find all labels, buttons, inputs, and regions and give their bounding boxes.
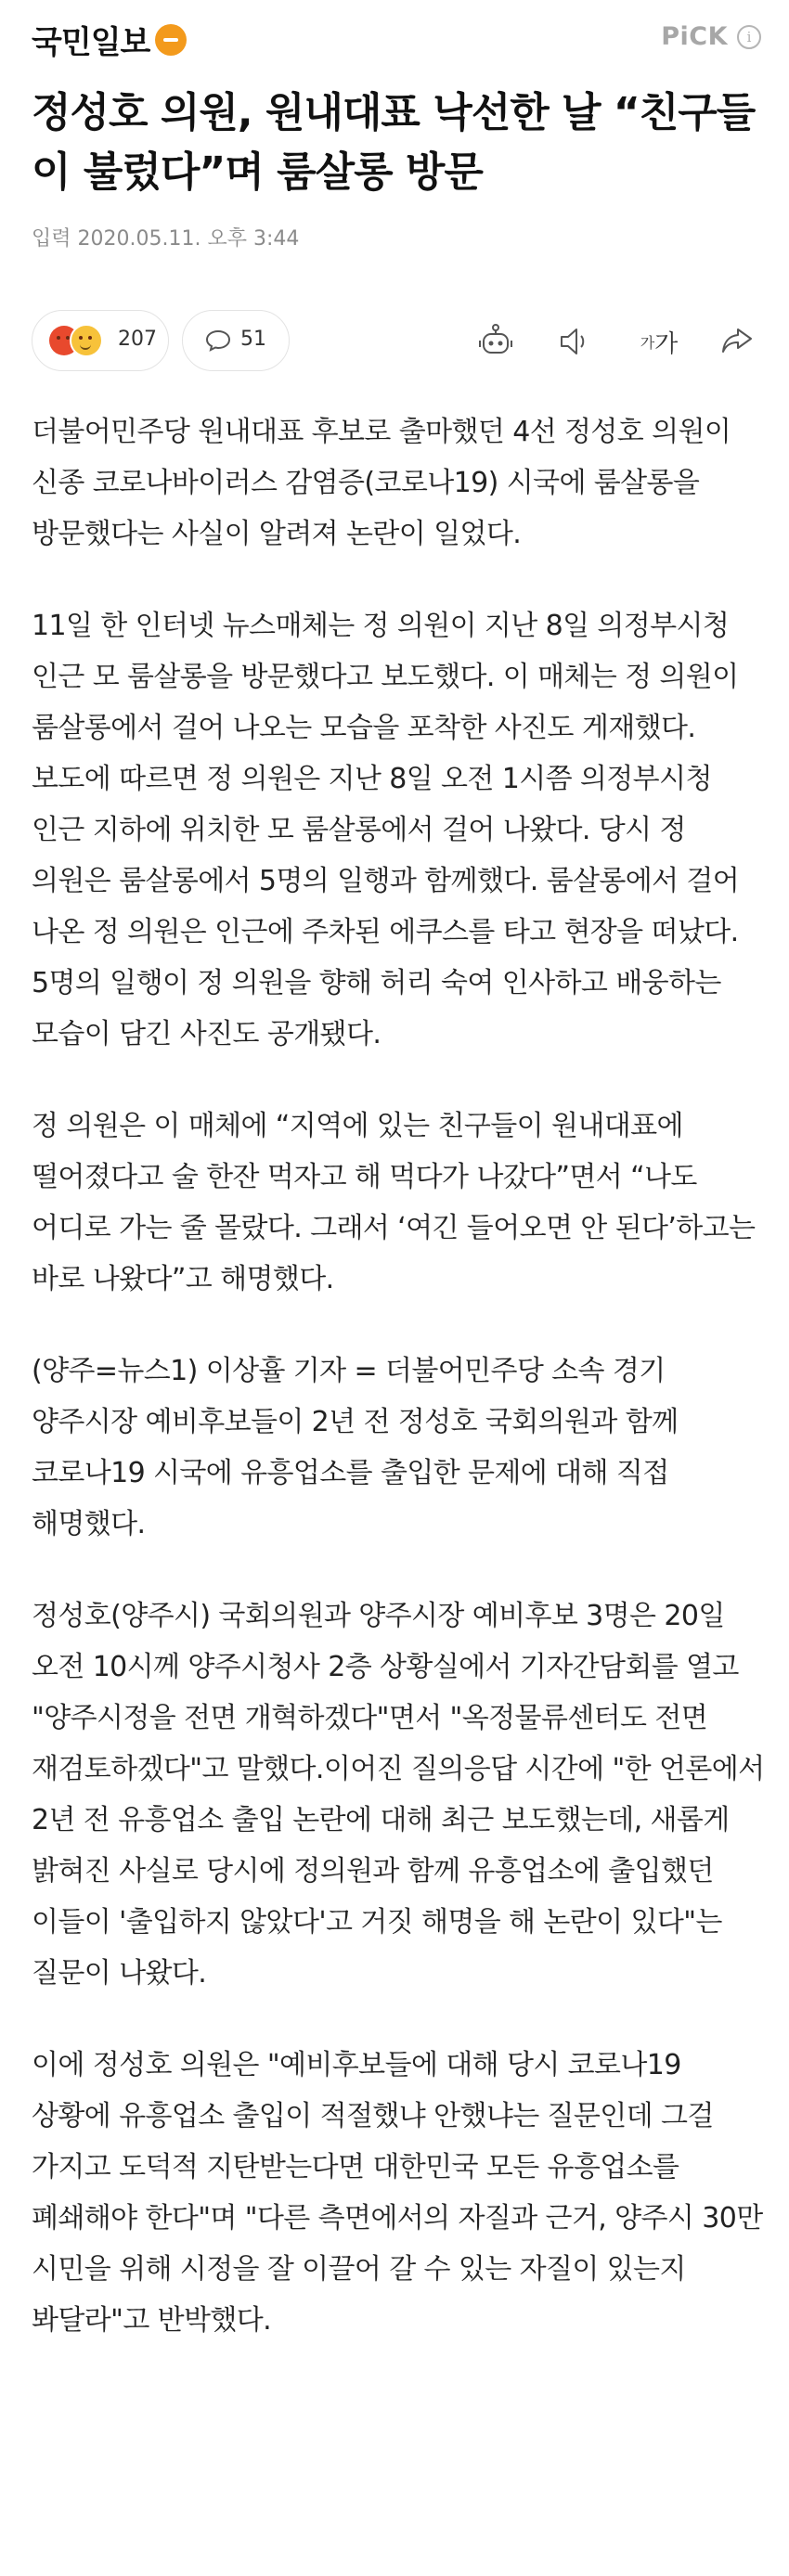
pick-badge[interactable] xyxy=(661,22,761,51)
font-small-label: 가 xyxy=(640,333,655,352)
article-headline: 정성호 의원, 원내대표 낙선한 날 “친구들이 불렀다”며 룸살롱 방문 xyxy=(32,89,756,196)
top-bar xyxy=(0,0,789,80)
text-to-speech-button[interactable] xyxy=(555,323,596,360)
article-paragraph: 정성호(양주시) 국회의원과 양주시장 예비후보 3명은 20일 오전 10시께 양주시청사 2층 상황실에서 기자간담회를 열고 "양주시정을 전면 개혁하겠다"면서 "옥정물류센터도 전면 재검토하겠다"고 말했다.이어진 질의응답 시간에 "한 언론에서 2년 전 유흥업소 출입 논란에 대해 최근 보도했는데, 새롭게 밝혀진 사실로 당시에 정의원과 함께 유흥업소에 출입했던 이들이 '출입하지 않았다'고 거짓 해명을 해 논란이 있다"는 질문이 나왔다. xyxy=(32,1600,765,1990)
comment-icon xyxy=(205,329,231,350)
summary-bot-button[interactable] xyxy=(475,323,516,360)
article-paragraph: 이에 정성호 의원은 "예비후보들에 대해 당시 코로나19 상황에 유흥업소 출입이 적절했냐 안했냐는 질문인데 그걸 가지고 도덕적 지탄받는다면 대한민국 모든 유흥업소를 폐쇄해야 한다"며 "다른 측면에서의 자질과 근거, 양주시 30만 시민을 위해 시정을 잘 이끌어 갈 수 있는 자질이 있는지 봐달라"고 반박했다. xyxy=(32,2049,763,2337)
share-button[interactable] xyxy=(717,323,757,360)
logo-mark-icon xyxy=(155,24,187,56)
article-paragraph: 더불어민주당 원내대표 후보로 출마했던 4선 정성호 의원이 신종 코로나바이러스 감염증(코로나19) 시국에 룸살롱을 방문했다는 사실이 알려져 논란이 일었다. xyxy=(32,416,731,550)
article-paragraph: 11일 한 인터넷 뉴스매체는 정 의원이 지난 8일 의정부시청 인근 모 룸살롱을 방문했다고 보도했다. 이 매체는 정 의원이 룸살롱에서 걸어 나오는 모습을 포착한 사진도 게재했다.보도에 따르면 정 의원은 지난 8일 오전 1시쯤 의정부시청 인근 지하에 위치한 모 룸살롱에서 걸어 나왔다. 당시 정 의원은 룸살롱에서 5명의 일행과 함께했다. 룸살롱에서 걸어 나온 정 의원은 인근에 주차된 에쿠스를 타고 현장을 떠났다. 5명의 일행이 정 의원을 향해 허리 숙여 인사하고 배웅하는 모습이 담긴 사진도 공개됐다. xyxy=(32,610,740,1050)
reaction-count: 207 xyxy=(118,328,157,351)
logo-text: 국민일보 xyxy=(32,24,150,61)
comment-count: 51 xyxy=(240,328,266,351)
press-logo[interactable] xyxy=(32,17,187,62)
info-icon[interactable]: i xyxy=(737,25,761,49)
share-icon xyxy=(719,326,755,357)
font-size-button[interactable] xyxy=(633,323,685,360)
article-dateline: 입력 2020.05.11. 오후 3:44 xyxy=(32,227,300,251)
speaker-icon xyxy=(558,326,593,357)
article-paragraph: (양주=뉴스1) 이상휼 기자 = 더불어민주당 소속 경기 양주시장 예비후보들이 2년 전 정성호 국회의원과 함께 코로나19 시국에 유흥업소를 출입한 문제에 대해 직접 해명했다. xyxy=(32,1355,679,1540)
pick-label: PiCK xyxy=(661,22,728,51)
comment-button[interactable] xyxy=(182,310,290,371)
reaction-button[interactable] xyxy=(32,310,169,371)
smile-emoji-icon xyxy=(70,324,103,357)
font-big-label: 가 xyxy=(654,329,679,358)
article-body xyxy=(32,406,765,2387)
article-action-bar xyxy=(0,306,789,380)
robot-icon xyxy=(477,324,514,359)
article-paragraph: 정 의원은 이 매체에 “지역에 있는 친구들이 원내대표에 떨어졌다고 술 한잔 먹자고 해 먹다가 나갔다”면서 “나도 어디로 가는 줄 몰랐다. 그래서 ‘여긴 들어오면 안 된다’하고는 바로 나왔다”고 해명했다. xyxy=(32,1110,756,1295)
